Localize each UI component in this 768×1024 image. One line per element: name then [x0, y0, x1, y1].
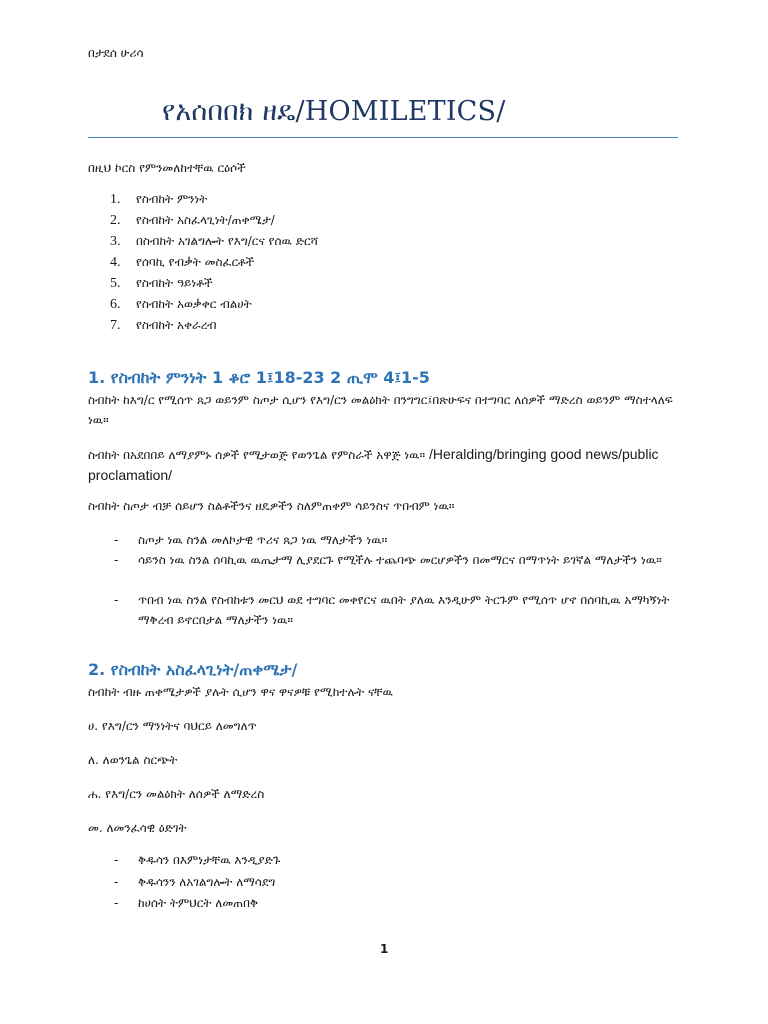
list-item: ሀ. የእግ/ርን ማንነትና ባህርይ ለመግለጥ [88, 719, 257, 733]
list-item: ለ. ለወንጌል ስርጭት [88, 753, 178, 767]
section-2-heading: 2. የስብከት አስፈላጊነት/ጠቀሜታ/ [88, 660, 298, 679]
list-item: 6. የስብከት አወቃቀር ብልሀት [110, 297, 252, 312]
author-name: በታደሰ ሁሪሳ [88, 46, 144, 60]
list-item: 4. የሰባኪ የብቃት መስፈርቶች [110, 255, 255, 270]
section-1-paragraph-2: ስብከት በአደበበይ ለማያምኑ ሰዎች የሚታወጅ የወንጌል የምስራች አዋጅ ነዉ። /Heralding/bringing good news/public proclamation/ [88, 446, 659, 483]
list-item: መ. ለመንፈሳዊ ዕድገት [88, 821, 187, 835]
list-item: 3. በስብከት አገልግሎት የእግ/ርና የሰዉ ድርሻ [110, 234, 319, 249]
bullet-item: - ከሀሰት ትምህርት ለመጠበቅ [114, 896, 259, 910]
bullet-item: - ስጦታ ነዉ ስንል መለኮታዊ ጥሪና ጸጋ ነዉ ማለታችን ነዉ። [114, 533, 388, 547]
section-2-intro: ስብከት ብዙ ጠቀሜታዎች ያሉት ሲሆን ዋና ዋናዎቹ የሚከተሉት ናቸዉ [88, 685, 393, 699]
bullet-item: - ሳይንስ ነዉ ስንል ሰባኪዉ ዉጤታማ ሊያደርጉ የሚችሉ ተጨባጭ መርሆዎችን በመማርና በማጥነት ይገኛል ማለታችን ነዉ። [114, 553, 662, 567]
section-1-heading: 1. የስብከት ምንነት 1 ቆሮ 1፤18-23 2 ጢሞ 4፤1-5 [88, 368, 430, 387]
section-1-paragraph-3: ስብከት ስጦታ ብቻ ሰይሆን ስልቶችንና ዘዴዎችን ስለምጠቀም ሳይንስና ጥበብም ነዉ። [88, 499, 455, 513]
page-number: 1 [380, 942, 389, 956]
bullet-item: - ቅዱሳንን ለአገልግሎት ለማሳደግ [114, 875, 276, 889]
bullet-item: - ቅዱሳን በእምነታቸዉ እንዲያድጉ [114, 853, 281, 867]
page-title: የአሰበበክ ዘዴ/HOMILETICS/ [162, 96, 506, 127]
title-underline [88, 137, 678, 138]
list-item: 5. የስብከት ዓይነቶች [110, 276, 213, 291]
intro-text: በዚህ ኮርስ የምንመለከተቸዉ ርዕሶች [88, 161, 246, 175]
list-item: 1. የስብከት ምንነት [110, 192, 208, 207]
bullet-item: - ጥበብ ነዉ ስንል የስብከቱን መርህ ወደ ተግባር መቀየርና ዉበት ያለዉ እንዲሁም ትርጉም የሚሰጥ ሆኖ በሰባኪዉ አማካኝነት ማቅረብ ይኖርበታል ማለታችን ነዉ። [114, 593, 670, 627]
list-item: 2. የስብከት አስፈላጊነት/ጠቀሜታ/ [110, 213, 275, 228]
list-item: ሐ. የእግ/ርን መልዕክት ለሰዎች ለማድረስ [88, 787, 265, 801]
section-1-paragraph-1: ስብከት ከእግ/ር የሚሰጥ ጸጋ ወይንም ስጦታ ሲሆን የእግ/ርን መልዕክት በንግግር፤በጽሁፍና በተግባር ለሰዎች ማድረስ ወይንም ማስተላለፍ ነዉ። [88, 393, 673, 427]
list-item: 7. የስብከት አቀራረብ [110, 318, 217, 333]
